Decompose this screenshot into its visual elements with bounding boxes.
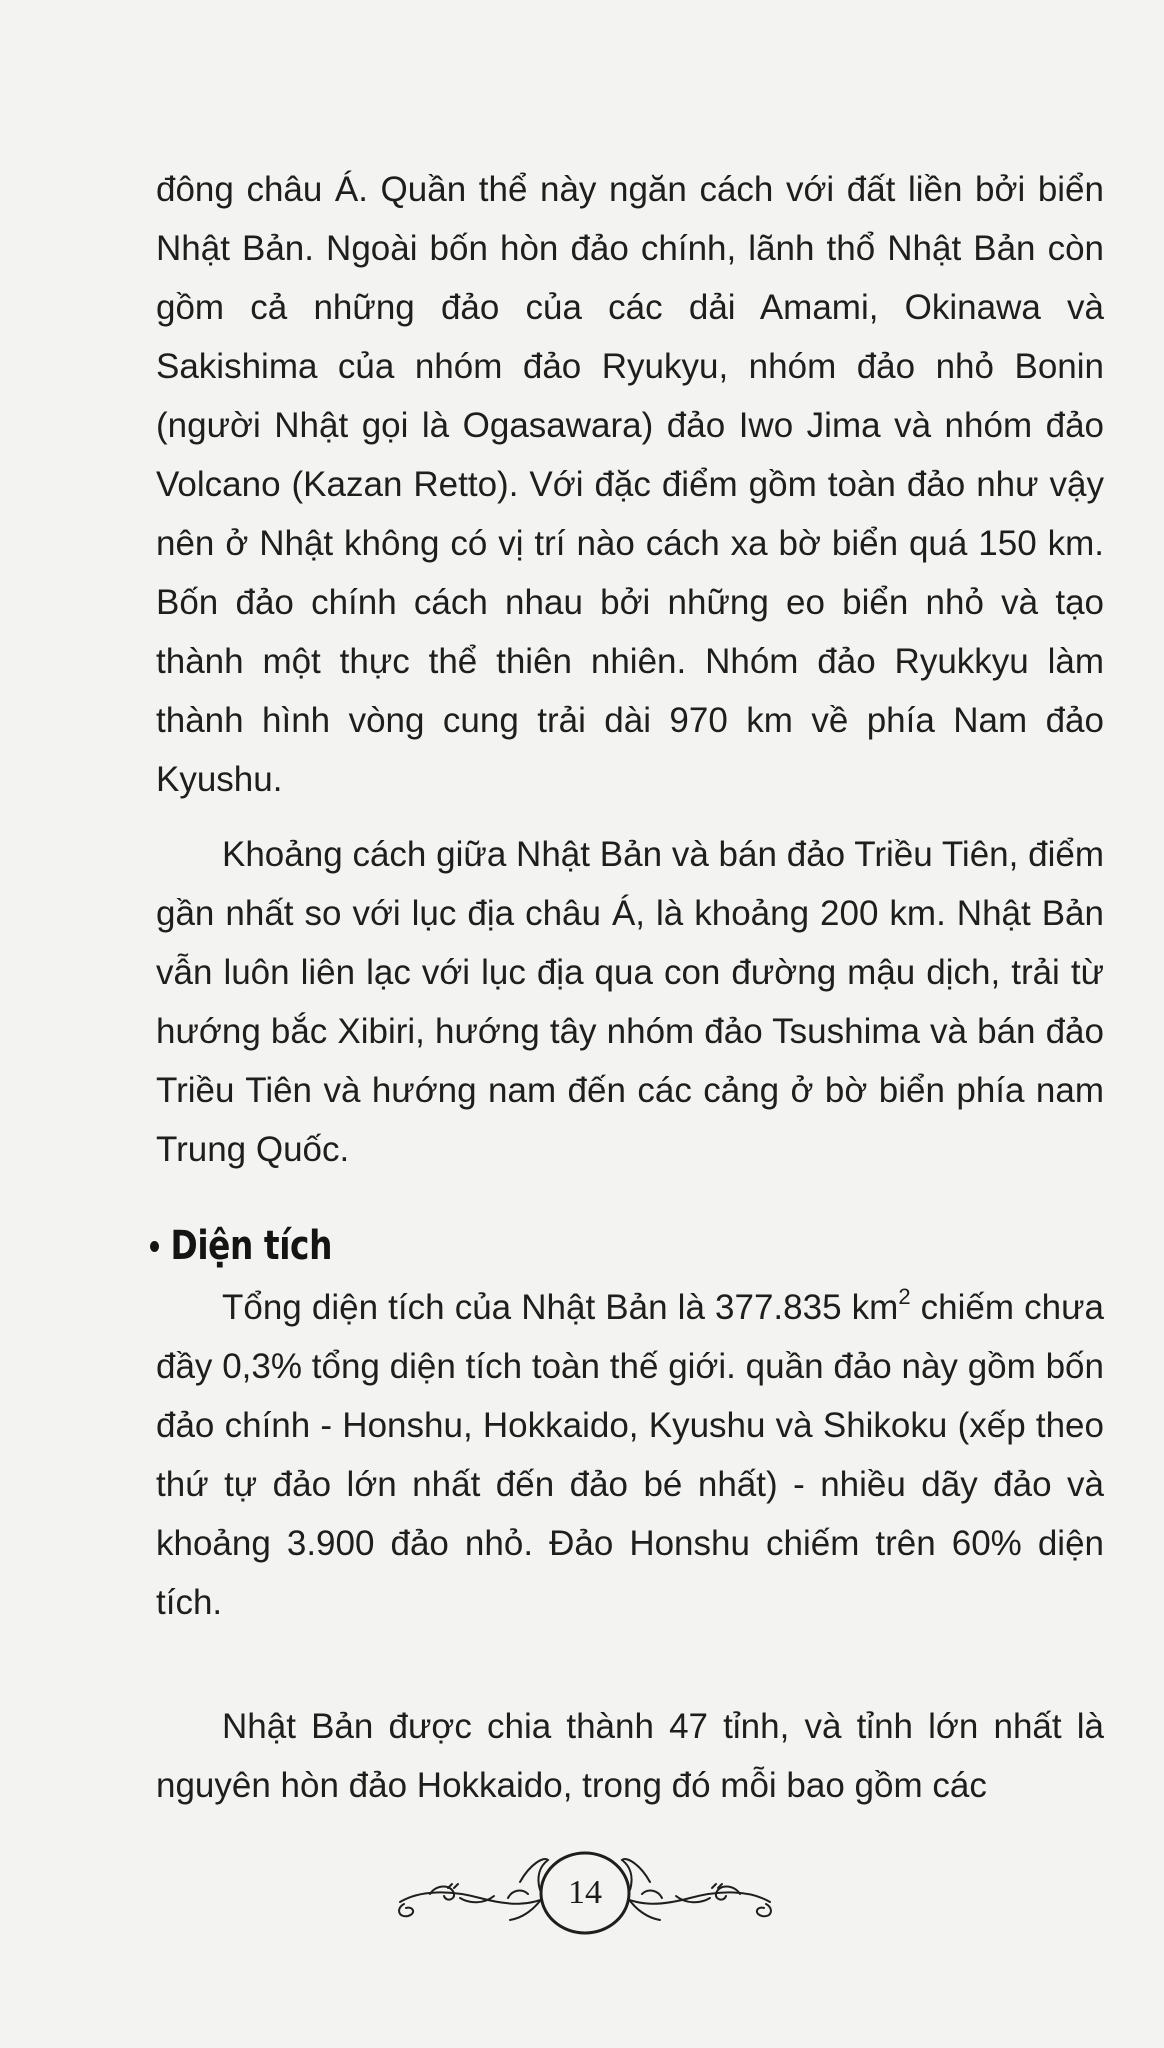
paragraph-3 bbox=[156, 1278, 1104, 1632]
area-superscript: 2 bbox=[898, 1284, 911, 1310]
paragraph-2: Khoảng cách giữa Nhật Bản và bán đảo Triều Tiên, điểm gần nhất so với lục địa châu Á, là khoảng 200 km. Nhật Bản vẫn luôn liên lạc với lục địa qua con đường mậu dịch, trải từ hướng bắc Xibiri, hướng tây nhóm đảo Tsushima và bán đảo Triều Tiên và hướng nam đến các cảng ở bờ biển phía nam Trung Quốc. bbox=[156, 835, 1104, 1169]
paragraph-1: đông châu Á. Quần thể này ngăn cách với đất liền bởi biển Nhật Bản. Ngoài bốn hòn đảo chính, lãnh thổ Nhật Bản còn gồm cả những đảo của các dải Amami, Okinawa và Sakishima của nhóm đảo Ryukyu, nhóm đảo nhỏ Bonin (người Nhật gọi là Ogasawara) đảo Iwo Jima và nhóm đảo Volcano (Kazan Retto). Với đặc điểm gồm toàn đảo như vậy nên ở Nhật không có vị trí nào cách xa bờ biển quá 150 km. Bốn đảo chính cách nhau bởi những eo biển nhỏ và tạo thành một thực thể thiên nhiên. Nhóm đảo Ryukkyu làm thành hình vòng cung trải dài 970 km về phía Nam đảo Kyushu. bbox=[156, 170, 1104, 799]
paragraph-3-text-before: Tổng diện tích của Nhật Bản là 377.835 km bbox=[222, 1288, 899, 1327]
paragraph-4: Nhật Bản được chia thành 47 tỉnh, và tỉnh lớn nhất là nguyên hòn đảo Hokkaido, trong đó mỗi bao gồm các bbox=[156, 1707, 1104, 1805]
bullet-icon bbox=[150, 1241, 159, 1252]
section-heading-text: Diện tích bbox=[170, 1223, 333, 1269]
page-number-ornament bbox=[390, 1840, 780, 1960]
section-heading bbox=[150, 1218, 332, 1274]
page-number: 14 bbox=[568, 1874, 602, 1911]
paragraph-3-text-after: chiếm chưa đầy 0,3% tổng diện tích toàn thế giới. quần đảo này gồm bốn đảo chính - Honshu, Hokkaido, Kyushu và Shikoku (xếp theo thứ tự đảo lớn nhất đến đảo bé nhất) - nhiều dãy đảo và khoảng 3.900 đảo nhỏ. Đảo Honshu chiếm trên 60% diện tích. bbox=[156, 1288, 1105, 1622]
